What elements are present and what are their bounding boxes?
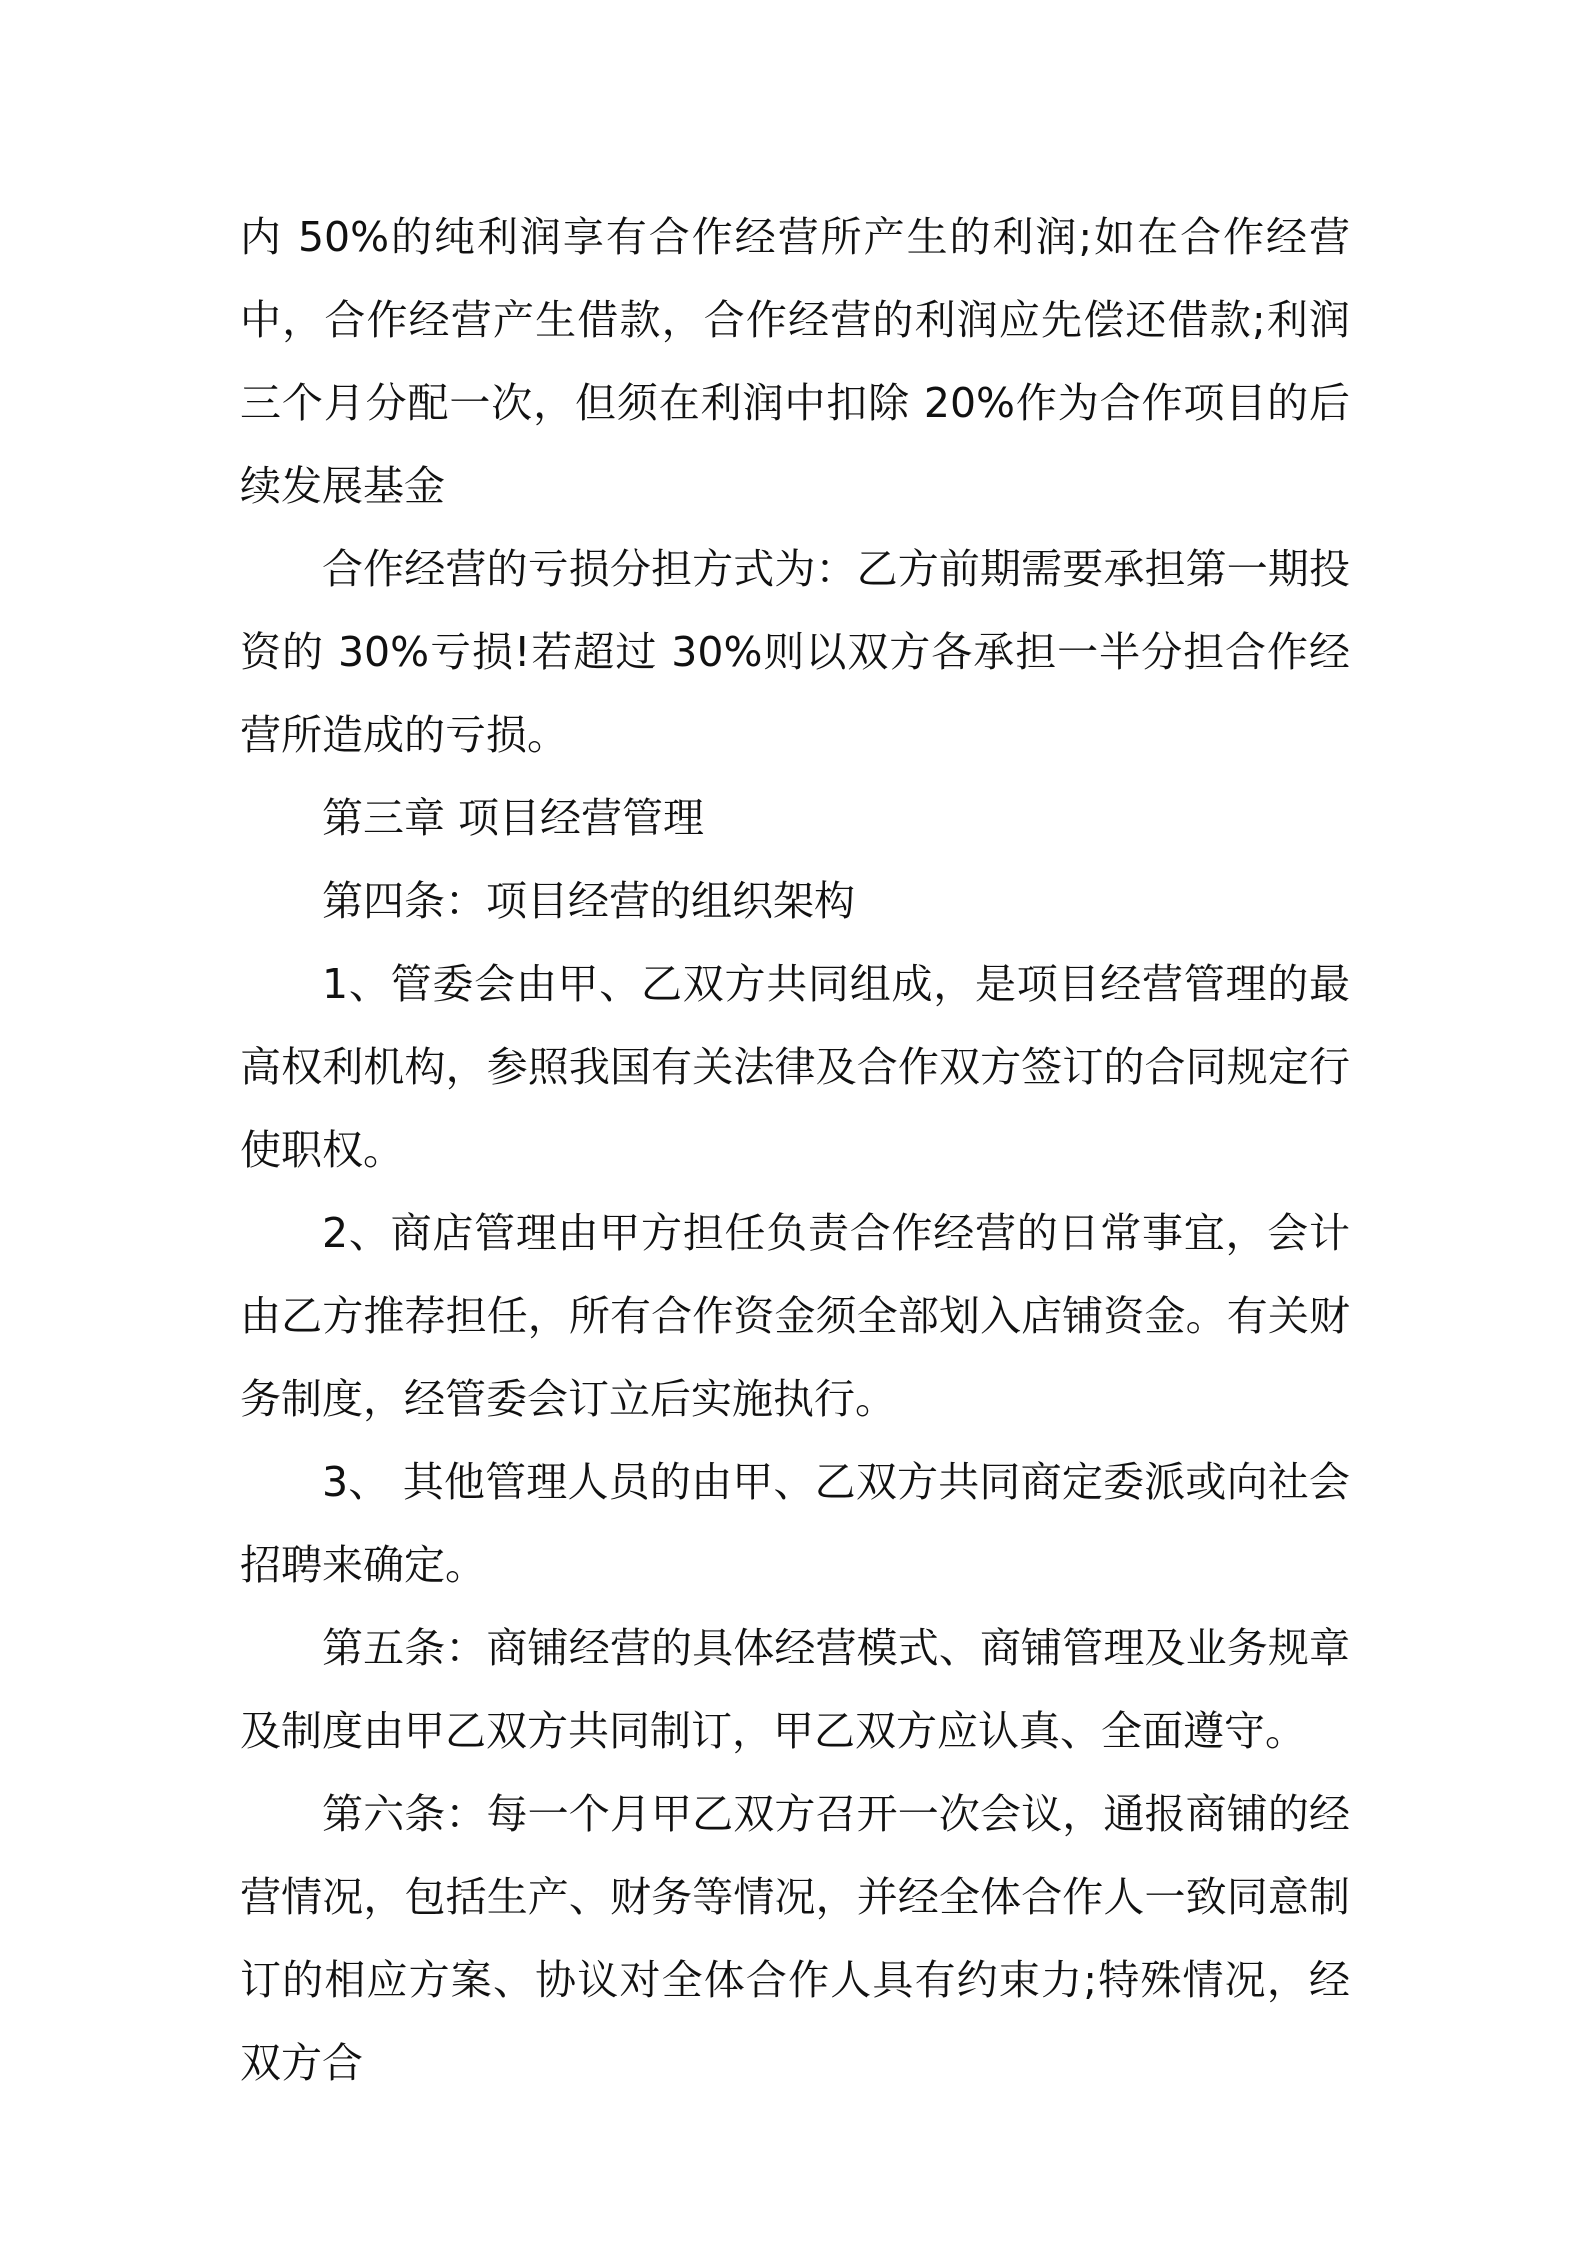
document-body bbox=[240, 196, 1350, 2105]
clause-3: 3、 其他管理人员的由甲、乙双方共同商定委派或向社会招聘来确定。 bbox=[240, 1458, 1350, 1589]
chapter-heading: 第三章 项目经营管理 bbox=[322, 794, 705, 842]
paragraph-loss-sharing: 合作经营的亏损分担方式为：乙方前期需要承担第一期投资的 30%亏损!若超过 30%则以双方各承担一半分担合作经营所造成的亏损。 bbox=[240, 545, 1350, 759]
article-6: 第六条：每一个月甲乙双方召开一次会议，通报商铺的经营情况，包括生产、财务等情况，并经全体合作人一致同意制订的相应方案、协议对全体合作人具有约束力;特殊情况，经双方合 bbox=[240, 1790, 1350, 2087]
article-5: 第五条：商铺经营的具体经营模式、商铺管理及业务规章及制度由甲乙双方共同制订，甲乙双方应认真、全面遵守。 bbox=[240, 1624, 1350, 1755]
clause-2: 2、商店管理由甲方担任负责合作经营的日常事宜，会计由乙方推荐担任，所有合作资金须全部划入店铺资金。有关财务制度，经管委会订立后实施执行。 bbox=[240, 1209, 1350, 1423]
article-4-heading: 第四条：项目经营的组织架构 bbox=[322, 877, 855, 925]
paragraph-profit-distribution: 内 50%的纯利润享有合作经营所产生的利润;如在合作经营中，合作经营产生借款，合作经营的利润应先偿还借款;利润三个月分配一次，但须在利润中扣除 20%作为合作项目的后续发展基金 bbox=[240, 213, 1350, 510]
clause-1: 1、管委会由甲、乙双方共同组成，是项目经营管理的最高权利机构，参照我国有关法律及合作双方签订的合同规定行使职权。 bbox=[240, 960, 1350, 1174]
